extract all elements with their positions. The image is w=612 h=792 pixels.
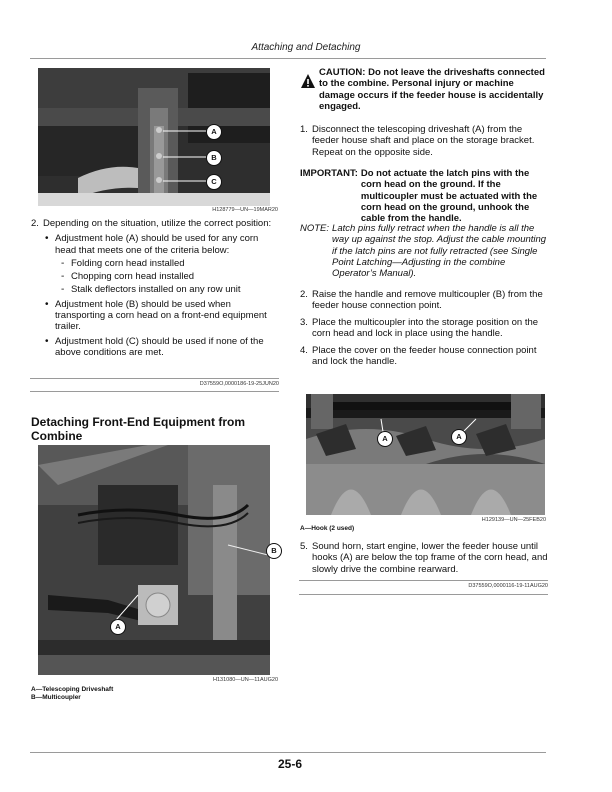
step-4-number: 4.	[300, 345, 308, 356]
subitem-stalk-deflectors: - Stalk deflectors installed on any row unit	[71, 284, 279, 295]
step-2-block	[31, 218, 279, 361]
header-rule	[30, 58, 546, 59]
figure-3-legend: A—Hook (2 used)	[300, 525, 355, 532]
section-rule-3	[299, 580, 548, 581]
important-block	[300, 168, 550, 224]
section-rule-1	[30, 378, 279, 379]
important-label: IMPORTANT:	[300, 168, 358, 179]
doc-id-1: D37559O,0000186-19-25JUN20	[199, 381, 279, 387]
running-header: Attaching and Detaching	[251, 42, 361, 53]
important-text: Do not actuate the latch pins with the corn head on the ground. If the multicoupler must be actuated with the corn head on the ground, unhook the cable from the handle.	[360, 168, 538, 225]
caution-block	[300, 67, 550, 112]
section-rule-4	[299, 594, 548, 595]
figure-hooks-illustration	[306, 394, 545, 515]
note-text: Latch pins fully retract when the handle is all the way up against the stop. Adjust the cable mounting if the latch pins are not fully retracted (see Single Point Latching—Adjusting in the combine Operator’s Manual).	[332, 223, 547, 280]
callout-b: B	[266, 543, 282, 559]
step-3-block	[300, 317, 548, 340]
step-4-text: Place the cover on the feeder house connection point and lock the handle.	[312, 345, 537, 368]
bullet-hole-a-text: Adjustment hole (A) should be used for any corn head that meets one of the criteria below:	[55, 233, 259, 256]
figure-driveshaft-illustration	[38, 445, 270, 675]
step-2-number: 2.	[31, 218, 39, 229]
bullet-hole-b: • Adjustment hole (B) should be used when transporting a corn head on a front-end equipment trailer.	[55, 299, 279, 333]
section-rule-2	[30, 391, 279, 392]
subitem-chopping: - Chopping corn head installed	[71, 271, 279, 282]
callout-a: A	[110, 619, 126, 635]
bullet-hole-a	[55, 233, 279, 295]
figure-hooks-photo	[306, 394, 545, 515]
step-1-block	[300, 124, 548, 158]
step-2-text: Depending on the situation, utilize the correct position:	[43, 218, 272, 229]
section-title: Detaching Front-End Equipment from Combine	[31, 415, 245, 443]
subitem-folding: - Folding corn head installed	[71, 258, 279, 269]
figure-3-id: H129139—UN—25FEB20	[481, 517, 546, 523]
note-label: NOTE:	[300, 223, 330, 234]
legend-a: A—Telescoping Driveshaft	[31, 686, 114, 693]
figure-hitch-adjustment-illustration	[38, 68, 270, 206]
figure-2-id: H131080—UN—11AUG20	[212, 677, 278, 683]
callout-a-left: A	[377, 431, 393, 447]
step-5-number: 5.	[300, 541, 308, 552]
figure-hitch-adjustment-photo	[38, 68, 270, 206]
figure-1-id: H128779—UN—19MAR20	[212, 207, 278, 213]
step-5-block	[300, 541, 548, 575]
step-2-right-block	[300, 289, 548, 312]
page-number: 25-6	[277, 757, 303, 771]
step-4-block	[300, 345, 548, 368]
step-3-text: Place the multicoupler into the storage position on the corn head and lock in place using the handle.	[312, 317, 539, 340]
step-2-right-number: 2.	[300, 289, 308, 300]
callout-c: C	[206, 174, 222, 190]
footer-rule	[30, 752, 546, 753]
warning-triangle-icon	[300, 73, 316, 89]
callout-b: B	[206, 150, 222, 166]
step-1-text: Disconnect the telescoping driveshaft (A) from the feeder house shaft and place on the storage bracket. Repeat on the opposite side.	[312, 124, 535, 158]
callout-a: A	[206, 124, 222, 140]
figure-2-legend	[31, 686, 113, 702]
callout-a-right: A	[451, 429, 467, 445]
step-5-text: Sound horn, start engine, lower the feeder house until hooks (A) are below the top frame of the corn head, and slowly drive the combine rearward.	[312, 541, 548, 575]
step-1-number: 1.	[300, 124, 308, 135]
caution-text: CAUTION: Do not leave the driveshafts connected to the combine. Personal injury or machine damage occurs if the feeder house is accidentally engaged.	[319, 67, 545, 112]
figure-driveshaft-multicoupler-photo	[38, 445, 277, 675]
note-block	[300, 223, 550, 279]
bullet-hole-c: • Adjustment hold (C) should be used if none of the above conditions are met.	[55, 336, 279, 359]
step-2-right-text: Raise the handle and remove multicoupler (B) from the feeder house connection point.	[312, 289, 543, 312]
doc-id-2: D37559O,0000116-19-11AUG20	[468, 583, 548, 589]
legend-b: B—Multicoupler	[31, 694, 81, 701]
step-3-number: 3.	[300, 317, 308, 328]
